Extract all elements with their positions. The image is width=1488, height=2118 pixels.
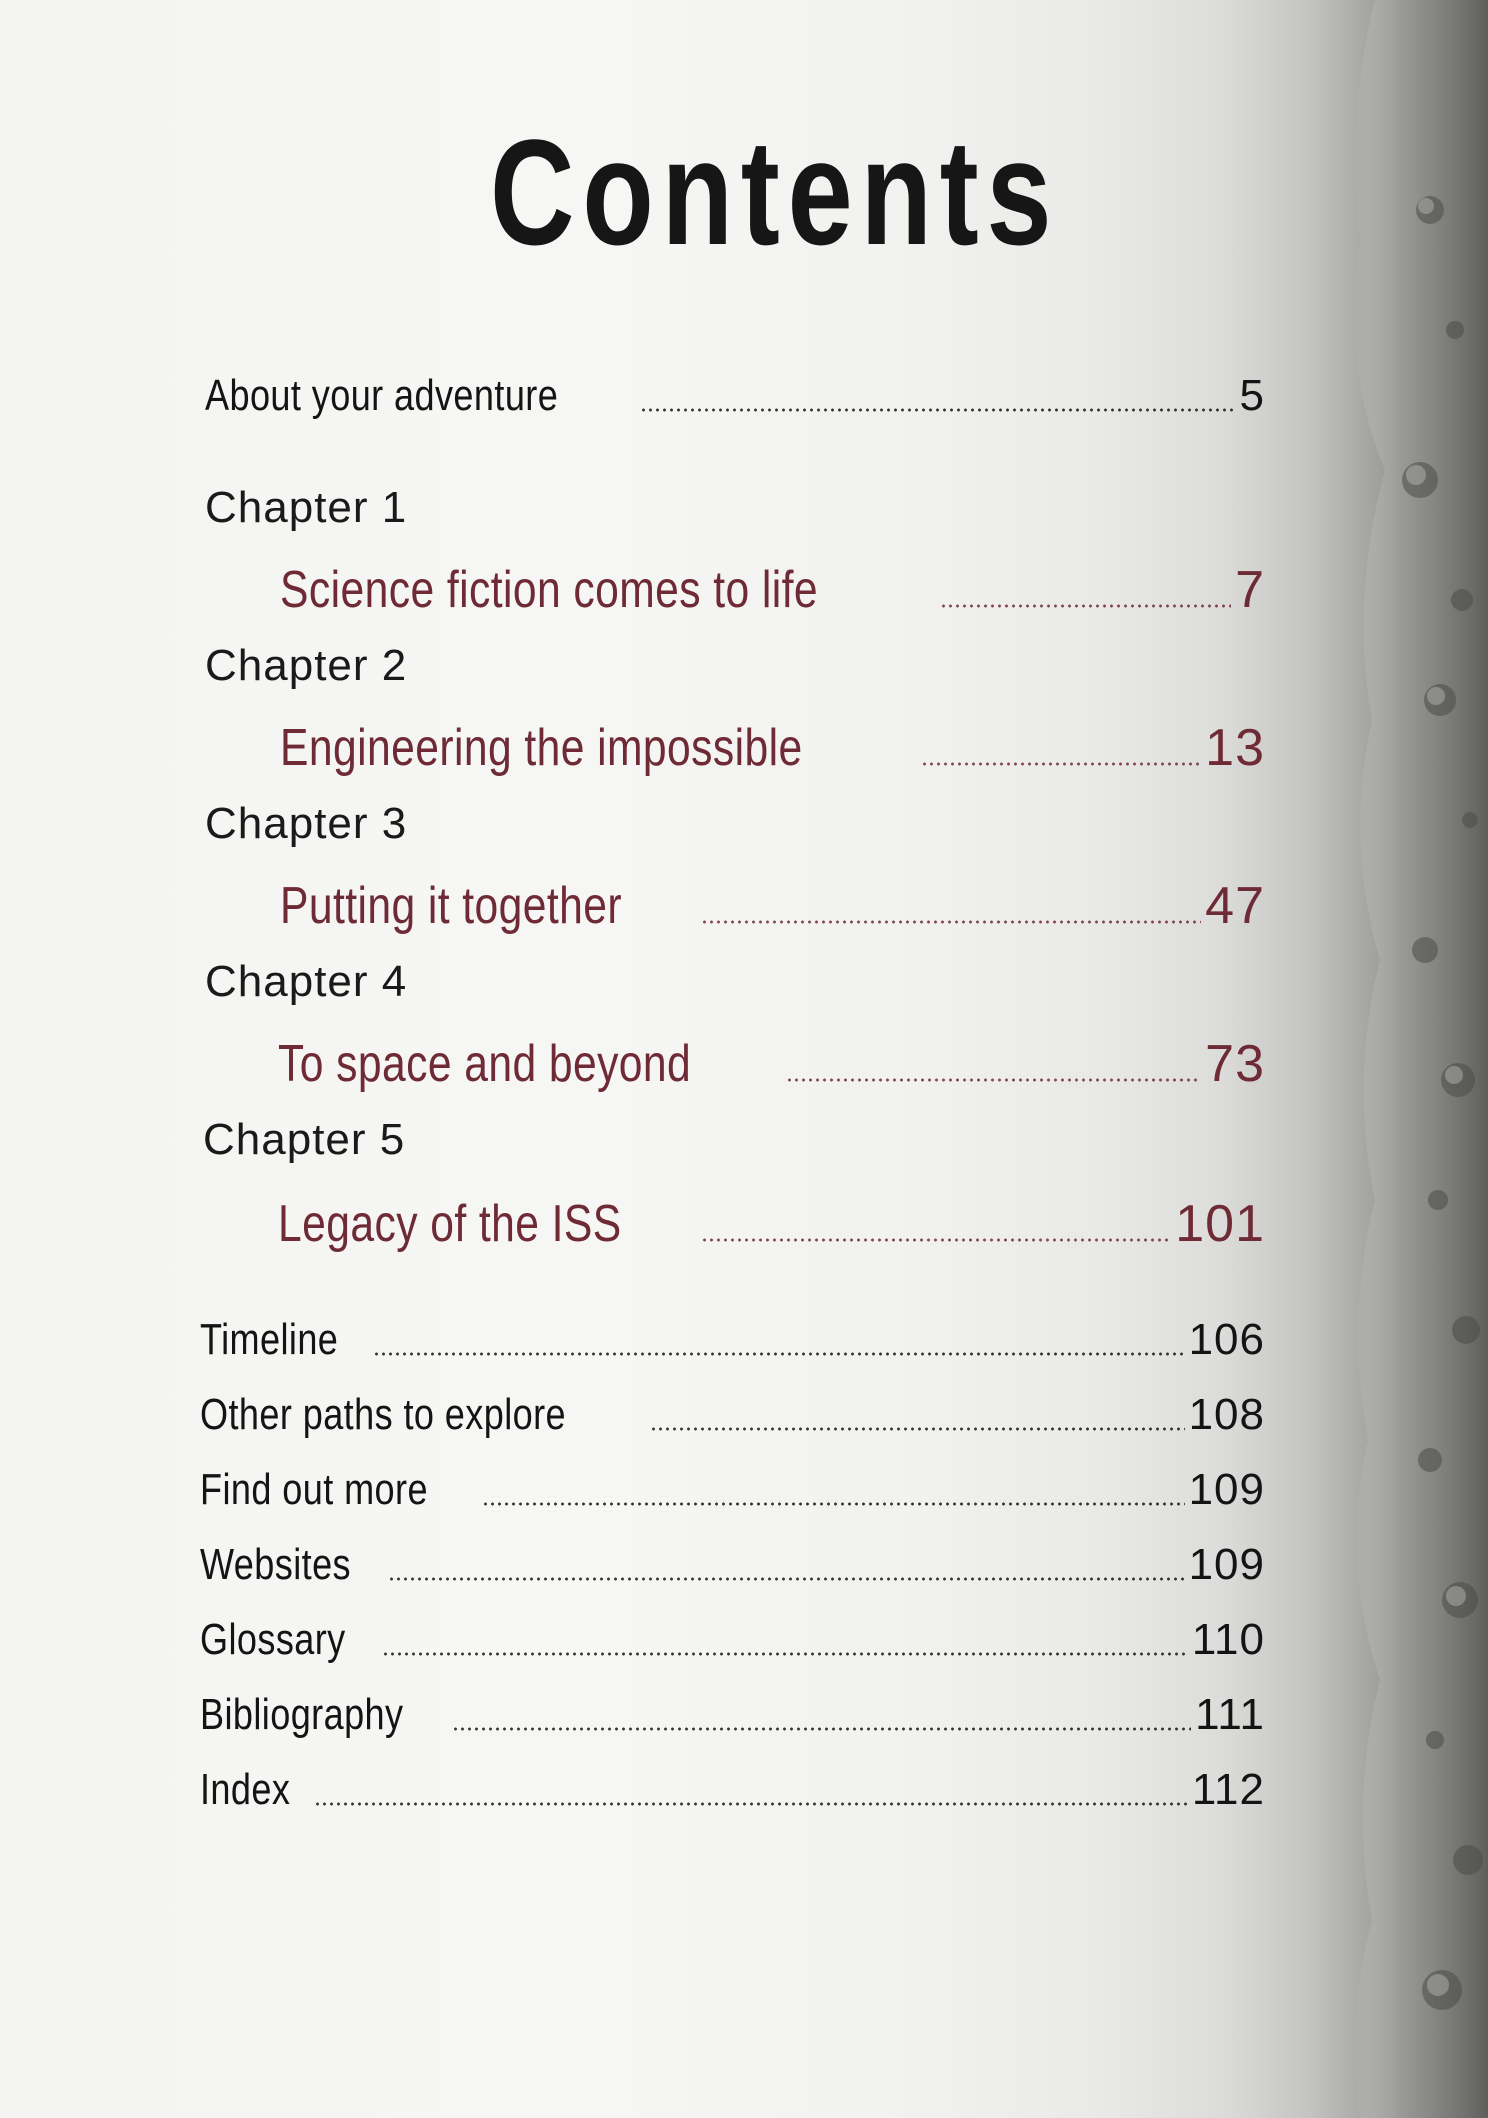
toc-entry-chapter[interactable]: [280, 716, 1265, 780]
chapter-title: Legacy of the ISS: [278, 1195, 622, 1253]
dot-leader: [452, 1727, 1191, 1731]
toc-entry-label: Find out more: [200, 1465, 428, 1514]
toc-entry-intro[interactable]: [205, 368, 1265, 424]
toc-entry-backmatter[interactable]: [200, 1387, 1265, 1443]
dot-leader: [701, 1238, 1171, 1242]
dot-leader: [314, 1802, 1188, 1806]
chapter-heading: Chapter 4: [205, 957, 408, 1006]
dot-leader: [640, 408, 1236, 412]
dot-leader: [482, 1502, 1185, 1506]
chapter-title: Putting it together: [280, 877, 623, 935]
chapter-heading: Chapter 2: [205, 641, 408, 690]
dot-leader: [373, 1352, 1185, 1356]
toc-entry-page: 106: [1188, 1315, 1265, 1364]
dot-leader: [382, 1652, 1188, 1656]
chapter-page: 13: [1205, 719, 1265, 777]
toc-entry-label: Timeline: [200, 1315, 339, 1364]
chapter-title: Science fiction comes to life: [280, 561, 819, 619]
chapter-page: 73: [1205, 1035, 1265, 1093]
toc-entry-page: 109: [1188, 1465, 1265, 1514]
toc-entry-page: 109: [1188, 1540, 1265, 1589]
chapter-page: 101: [1175, 1195, 1265, 1253]
chapter-title: Engineering the impossible: [280, 719, 803, 777]
dot-leader: [921, 762, 1201, 766]
toc-entry-page: 110: [1191, 1615, 1265, 1664]
toc-entry-label: Websites: [200, 1540, 352, 1589]
toc-entry-backmatter[interactable]: [200, 1462, 1265, 1518]
toc-entry-backmatter[interactable]: [200, 1762, 1265, 1818]
dot-leader: [786, 1078, 1201, 1082]
toc-entry-page: 111: [1195, 1690, 1265, 1739]
chapter-page: 7: [1235, 561, 1265, 619]
toc-entry-label: Bibliography: [200, 1690, 404, 1739]
chapter-heading: Chapter 1: [205, 483, 408, 532]
dot-leader: [388, 1577, 1184, 1581]
toc-entry-label: Other paths to explore: [200, 1390, 567, 1439]
page-title: Contents: [490, 108, 1060, 276]
chapter-heading: Chapter 3: [205, 799, 408, 848]
dot-leader: [940, 604, 1231, 608]
toc-entry-chapter[interactable]: [278, 1032, 1265, 1096]
toc-entry-backmatter[interactable]: [200, 1537, 1265, 1593]
toc-entry-chapter[interactable]: [278, 1192, 1265, 1256]
toc-entry-page: 5: [1239, 371, 1265, 420]
toc-entry-label: About your adventure: [205, 371, 559, 420]
toc-entry-label: Glossary: [200, 1615, 346, 1664]
toc-entry-page: 112: [1191, 1765, 1265, 1814]
toc-entry-page: 108: [1188, 1390, 1265, 1439]
toc-entry-label: Index: [200, 1765, 291, 1814]
dot-leader: [701, 920, 1201, 924]
toc-entry-backmatter[interactable]: [200, 1312, 1265, 1368]
toc-entry-chapter[interactable]: [280, 558, 1265, 622]
dot-leader: [650, 1427, 1184, 1431]
toc-entry-chapter[interactable]: [280, 874, 1265, 938]
toc-entry-backmatter[interactable]: [200, 1612, 1265, 1668]
chapter-title: To space and beyond: [278, 1035, 692, 1093]
chapter-page: 47: [1205, 877, 1265, 935]
toc-entry-backmatter[interactable]: [200, 1687, 1265, 1743]
chapter-heading: Chapter 5: [203, 1115, 406, 1164]
